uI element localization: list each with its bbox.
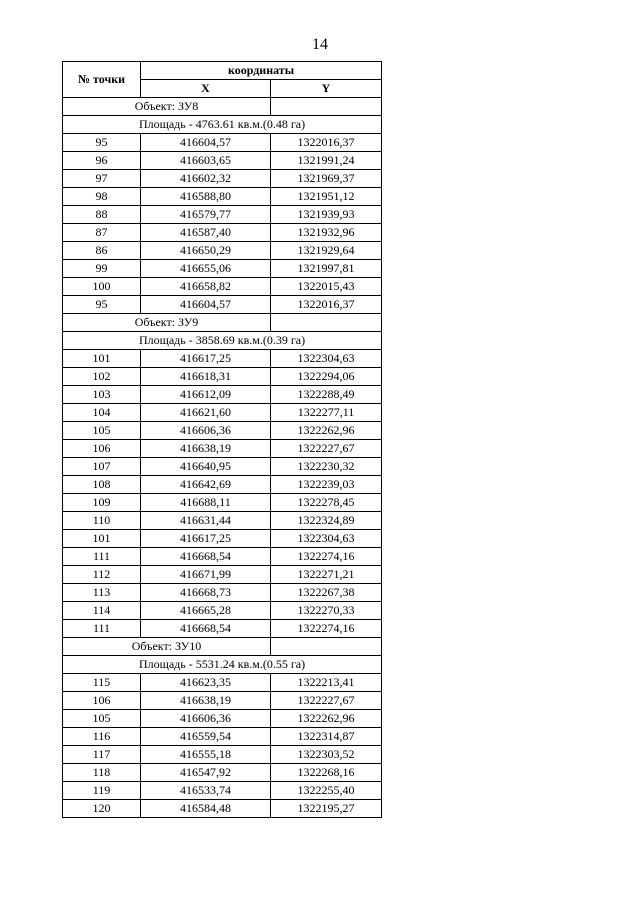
object-row bbox=[63, 638, 382, 656]
x-coordinate-cell: 416533,74 bbox=[141, 782, 271, 800]
y-header: Y bbox=[271, 80, 382, 98]
point-number-cell: 117 bbox=[63, 746, 141, 764]
y-coordinate-cell: 1322016,37 bbox=[271, 296, 382, 314]
y-coordinate-cell: 1322278,45 bbox=[271, 494, 382, 512]
x-coordinate-cell: 416604,57 bbox=[141, 296, 271, 314]
point-number-cell: 102 bbox=[63, 368, 141, 386]
point-number-cell: 110 bbox=[63, 512, 141, 530]
table-row bbox=[63, 728, 382, 746]
object-label: Объект: ЗУ8 bbox=[63, 98, 271, 116]
table-row bbox=[63, 530, 382, 548]
point-number-cell: 87 bbox=[63, 224, 141, 242]
x-coordinate-cell: 416658,82 bbox=[141, 278, 271, 296]
y-coordinate-cell: 1322268,16 bbox=[271, 764, 382, 782]
point-number-cell: 106 bbox=[63, 692, 141, 710]
y-coordinate-cell: 1322304,63 bbox=[271, 350, 382, 368]
coordinates-table bbox=[62, 61, 382, 818]
x-coordinate-cell: 416638,19 bbox=[141, 440, 271, 458]
x-coordinate-cell: 416588,80 bbox=[141, 188, 271, 206]
page-number: 14 bbox=[312, 36, 328, 53]
table-row bbox=[63, 170, 382, 188]
y-coordinate-cell: 1322267,38 bbox=[271, 584, 382, 602]
table-row bbox=[63, 440, 382, 458]
area-row bbox=[63, 332, 382, 350]
x-coordinate-cell: 416640,95 bbox=[141, 458, 271, 476]
point-number-cell: 120 bbox=[63, 800, 141, 818]
y-coordinate-cell: 1322195,27 bbox=[271, 800, 382, 818]
table-row bbox=[63, 764, 382, 782]
table-row bbox=[63, 188, 382, 206]
x-coordinate-cell: 416617,25 bbox=[141, 350, 271, 368]
x-coordinate-cell: 416642,69 bbox=[141, 476, 271, 494]
y-coordinate-cell: 1322262,96 bbox=[271, 710, 382, 728]
point-number-cell: 104 bbox=[63, 404, 141, 422]
table-row bbox=[63, 134, 382, 152]
table-row bbox=[63, 548, 382, 566]
point-number-cell: 105 bbox=[63, 422, 141, 440]
area-label: Площадь - 4763.61 кв.м.(0.48 га) bbox=[63, 116, 382, 134]
point-number-cell: 97 bbox=[63, 170, 141, 188]
area-label: Площадь - 5531.24 кв.м.(0.55 га) bbox=[63, 656, 382, 674]
x-coordinate-cell: 416612,09 bbox=[141, 386, 271, 404]
object-row bbox=[63, 98, 382, 116]
y-coordinate-cell: 1322277,11 bbox=[271, 404, 382, 422]
table-row bbox=[63, 746, 382, 764]
y-coordinate-cell: 1322303,52 bbox=[271, 746, 382, 764]
point-number-cell: 114 bbox=[63, 602, 141, 620]
x-coordinate-cell: 416655,06 bbox=[141, 260, 271, 278]
table-row bbox=[63, 782, 382, 800]
point-number-cell: 107 bbox=[63, 458, 141, 476]
object-empty-cell bbox=[271, 314, 382, 332]
y-coordinate-cell: 1321997,81 bbox=[271, 260, 382, 278]
x-coordinate-cell: 416665,28 bbox=[141, 602, 271, 620]
point-number-cell: 112 bbox=[63, 566, 141, 584]
point-number-cell: 111 bbox=[63, 548, 141, 566]
point-number-cell: 100 bbox=[63, 278, 141, 296]
table-row bbox=[63, 422, 382, 440]
y-coordinate-cell: 1322274,16 bbox=[271, 548, 382, 566]
y-coordinate-cell: 1322288,49 bbox=[271, 386, 382, 404]
table-row bbox=[63, 350, 382, 368]
x-coordinate-cell: 416606,36 bbox=[141, 710, 271, 728]
x-coordinate-cell: 416650,29 bbox=[141, 242, 271, 260]
table-row bbox=[63, 260, 382, 278]
x-coordinate-cell: 416618,31 bbox=[141, 368, 271, 386]
y-coordinate-cell: 1322262,96 bbox=[271, 422, 382, 440]
point-number-cell: 105 bbox=[63, 710, 141, 728]
y-coordinate-cell: 1322239,03 bbox=[271, 476, 382, 494]
y-coordinate-cell: 1321991,24 bbox=[271, 152, 382, 170]
y-coordinate-cell: 1322294,06 bbox=[271, 368, 382, 386]
table-row bbox=[63, 278, 382, 296]
table-row bbox=[63, 674, 382, 692]
point-number-cell: 95 bbox=[63, 296, 141, 314]
y-coordinate-cell: 1322227,67 bbox=[271, 440, 382, 458]
x-coordinate-cell: 416631,44 bbox=[141, 512, 271, 530]
y-coordinate-cell: 1322304,63 bbox=[271, 530, 382, 548]
y-coordinate-cell: 1321939,93 bbox=[271, 206, 382, 224]
table-row bbox=[63, 368, 382, 386]
x-coordinate-cell: 416587,40 bbox=[141, 224, 271, 242]
x-coordinate-cell: 416668,54 bbox=[141, 620, 271, 638]
table-row bbox=[63, 224, 382, 242]
y-coordinate-cell: 1322230,32 bbox=[271, 458, 382, 476]
x-coordinate-cell: 416559,54 bbox=[141, 728, 271, 746]
x-coordinate-cell: 416579,77 bbox=[141, 206, 271, 224]
point-number-cell: 101 bbox=[63, 350, 141, 368]
object-empty-cell bbox=[271, 98, 382, 116]
x-coordinate-cell: 416555,18 bbox=[141, 746, 271, 764]
y-coordinate-cell: 1322213,41 bbox=[271, 674, 382, 692]
point-number-cell: 118 bbox=[63, 764, 141, 782]
x-coordinate-cell: 416547,92 bbox=[141, 764, 271, 782]
y-coordinate-cell: 1322227,67 bbox=[271, 692, 382, 710]
x-coordinate-cell: 416617,25 bbox=[141, 530, 271, 548]
point-number-cell: 103 bbox=[63, 386, 141, 404]
table-row bbox=[63, 800, 382, 818]
table-row bbox=[63, 494, 382, 512]
coordinates-header: координаты bbox=[141, 62, 382, 80]
point-number-cell: 115 bbox=[63, 674, 141, 692]
y-coordinate-cell: 1322016,37 bbox=[271, 134, 382, 152]
x-coordinate-cell: 416606,36 bbox=[141, 422, 271, 440]
table-row bbox=[63, 602, 382, 620]
x-coordinate-cell: 416688,11 bbox=[141, 494, 271, 512]
x-coordinate-cell: 416668,54 bbox=[141, 548, 271, 566]
object-label: Объект: ЗУ10 bbox=[63, 638, 271, 656]
y-coordinate-cell: 1322271,21 bbox=[271, 566, 382, 584]
y-coordinate-cell: 1321932,96 bbox=[271, 224, 382, 242]
object-label: Объект: ЗУ9 bbox=[63, 314, 271, 332]
x-coordinate-cell: 416603,65 bbox=[141, 152, 271, 170]
point-number-cell: 106 bbox=[63, 440, 141, 458]
x-coordinate-cell: 416623,35 bbox=[141, 674, 271, 692]
table-row bbox=[63, 566, 382, 584]
y-coordinate-cell: 1322274,16 bbox=[271, 620, 382, 638]
y-coordinate-cell: 1322324,89 bbox=[271, 512, 382, 530]
table-row bbox=[63, 386, 382, 404]
object-row bbox=[63, 314, 382, 332]
x-coordinate-cell: 416602,32 bbox=[141, 170, 271, 188]
area-row bbox=[63, 656, 382, 674]
area-row bbox=[63, 116, 382, 134]
table-body bbox=[63, 98, 382, 818]
x-coordinate-cell: 416621,60 bbox=[141, 404, 271, 422]
y-coordinate-cell: 1322255,40 bbox=[271, 782, 382, 800]
point-number-cell: 116 bbox=[63, 728, 141, 746]
y-coordinate-cell: 1322314,87 bbox=[271, 728, 382, 746]
area-label: Площадь - 3858.69 кв.м.(0.39 га) bbox=[63, 332, 382, 350]
point-number-cell: 96 bbox=[63, 152, 141, 170]
table-row bbox=[63, 512, 382, 530]
point-number-cell: 109 bbox=[63, 494, 141, 512]
x-header: X bbox=[141, 80, 271, 98]
y-coordinate-cell: 1322015,43 bbox=[271, 278, 382, 296]
point-number-cell: 119 bbox=[63, 782, 141, 800]
point-number-header: № точки bbox=[63, 62, 141, 98]
table-row bbox=[63, 152, 382, 170]
point-number-cell: 111 bbox=[63, 620, 141, 638]
table-row bbox=[63, 620, 382, 638]
table-row bbox=[63, 242, 382, 260]
table-row bbox=[63, 404, 382, 422]
table-row bbox=[63, 710, 382, 728]
y-coordinate-cell: 1321969,37 bbox=[271, 170, 382, 188]
table-row bbox=[63, 584, 382, 602]
x-coordinate-cell: 416671,99 bbox=[141, 566, 271, 584]
point-number-cell: 86 bbox=[63, 242, 141, 260]
y-coordinate-cell: 1322270,33 bbox=[271, 602, 382, 620]
x-coordinate-cell: 416584,48 bbox=[141, 800, 271, 818]
point-number-cell: 101 bbox=[63, 530, 141, 548]
y-coordinate-cell: 1321929,64 bbox=[271, 242, 382, 260]
y-coordinate-cell: 1321951,12 bbox=[271, 188, 382, 206]
point-number-cell: 113 bbox=[63, 584, 141, 602]
object-empty-cell bbox=[271, 638, 382, 656]
point-number-cell: 108 bbox=[63, 476, 141, 494]
point-number-cell: 98 bbox=[63, 188, 141, 206]
table-row bbox=[63, 458, 382, 476]
point-number-cell: 88 bbox=[63, 206, 141, 224]
table-row bbox=[63, 692, 382, 710]
x-coordinate-cell: 416638,19 bbox=[141, 692, 271, 710]
point-number-cell: 95 bbox=[63, 134, 141, 152]
x-coordinate-cell: 416604,57 bbox=[141, 134, 271, 152]
table-row bbox=[63, 476, 382, 494]
table-row bbox=[63, 296, 382, 314]
table-row bbox=[63, 206, 382, 224]
x-coordinate-cell: 416668,73 bbox=[141, 584, 271, 602]
point-number-cell: 99 bbox=[63, 260, 141, 278]
